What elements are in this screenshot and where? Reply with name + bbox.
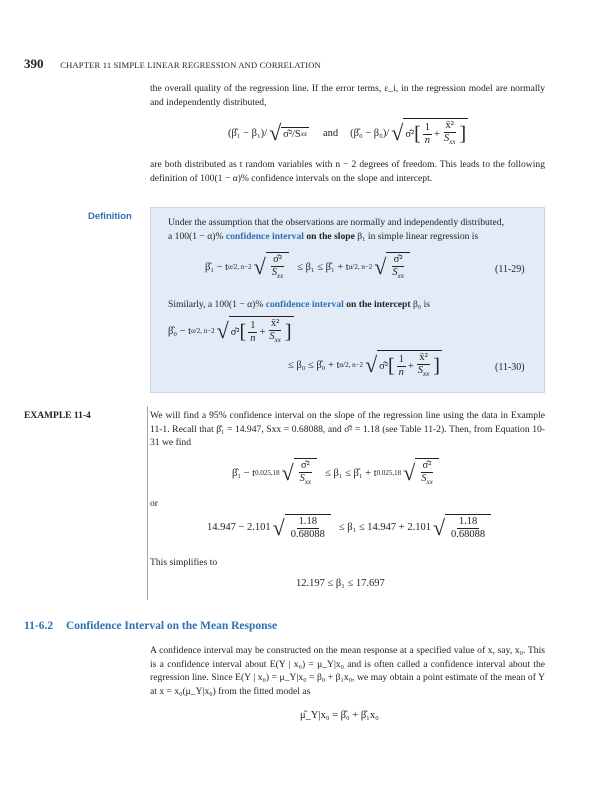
section-number: 11-6.2 <box>24 620 54 632</box>
def-eq2-sxx-sub-b: xx <box>423 370 430 379</box>
def-eq2-sxx-sub-a: xx <box>274 336 281 345</box>
ex-eq2-num-b: 1.18 <box>458 516 478 527</box>
eq-t-and: and <box>322 127 339 139</box>
eq-t-sxx-sub: xx <box>449 138 456 147</box>
ex-eq1-sqrt-b: √ $\frac{\text{σ̂²}}{S_{xx}}$ <box>403 458 439 488</box>
eq-t-sqrt-left: √ σ̂²/S xx <box>269 120 307 146</box>
def-eq2-one-b: 1 <box>398 353 404 365</box>
definition-label: Definition <box>88 211 132 222</box>
ex-eq1-mid: ≤ β₁ ≤ β̂₁ + t <box>325 467 377 479</box>
slope-ci-equation <box>205 252 412 282</box>
def-eq1-mid: ≤ β₁ ≤ β̂₁ + t <box>297 261 349 273</box>
def-eq2-sqrt-a: √ σ̂² [ $\frac{1}{n}$ + $\frac{\text{x̄²}}{S_{xx}}$ ] <box>216 318 292 345</box>
page-header <box>24 56 321 72</box>
definition-line-1: Under the assumption that the observations are normally and independently distributed, <box>168 217 504 228</box>
ex-eq1-left: β̂₁ − t <box>232 467 256 479</box>
def-eq2-left: β̂₀ − t <box>168 325 192 337</box>
def-line2-ci: confidence interval <box>225 231 304 242</box>
ex-eq1-sigma2-a: σ̂² <box>301 460 310 471</box>
example-label: EXAMPLE 11-4 <box>24 411 91 421</box>
def-eq2-n-b: n <box>398 366 404 378</box>
def-line3-pre: Similarly, a 100(1 − α)% <box>168 299 264 310</box>
definition-line-2 <box>168 230 538 244</box>
ex-eq2-den-b: 0.68088 <box>451 529 486 540</box>
def-eq2-sigma2-b: σ̂² <box>379 360 388 372</box>
ex-eq1-sxx-a: S <box>299 473 305 484</box>
def-eq2-sxx-a: S <box>269 331 275 342</box>
example-equation-1 <box>232 458 441 488</box>
def-eq2-sqrt-b: √ σ̂² [ $\frac{1}{n}$ + $\frac{\text{x̄²}}{S_{xx}}$ ] <box>365 352 440 379</box>
example-rule <box>147 406 148 600</box>
ex-eq2-num-a: 1.18 <box>298 516 317 527</box>
ex-eq1-tsub-b: 0.025,18 <box>376 469 402 478</box>
example-equation-2 <box>207 514 493 541</box>
ex-eq2-sqrt-b: √ $\frac{1.18}{0.68088}$ <box>433 514 491 541</box>
example-text: We will find a 95% confidence interval on the slope of the regression line using the data in Example 11-1. Recall that β̂₁ = 14.947, Sxx = 0.68088, and σ̂² = 1.18 (see Table 11-2). Then, from Equation 10-31 we find <box>150 410 545 448</box>
ex-eq1-sqrt-a: √ $\frac{\text{σ̂²}}{S_{xx}}$ <box>282 458 318 488</box>
eq-t-left-b: σ̂²/S <box>283 128 301 140</box>
def-eq1-sxx-sub-a: xx <box>276 272 284 281</box>
example-simplifies: This simplifies to <box>150 557 218 568</box>
ex-eq1-sxx-b: S <box>421 473 427 484</box>
ex-eq1-sxx-sub-a: xx <box>304 478 312 487</box>
eq-t-sxx: S <box>443 133 450 144</box>
def-eq2-xbar2-a: x̄² <box>270 318 280 329</box>
def-eq2-sigma2-a: σ̂² <box>230 326 240 338</box>
def-eq2-plus-b: + <box>407 360 414 372</box>
example-result: 12.197 ≤ β₁ ≤ 17.697 <box>296 578 385 589</box>
eq-t-xbar2: x̄² <box>445 120 454 131</box>
equation-number-11-29: (11-29) <box>495 264 525 275</box>
def-eq2-n-a: n <box>250 332 256 344</box>
def-eq1-left: β̂₁ − t <box>205 261 229 273</box>
eq-t-sqrt-right: √ σ̂² [ $\frac{1}{n}$ + $\frac{\text{x̄²}}{S_{xx}}$ ] <box>391 120 467 147</box>
chapter-title: CHAPTER 11 SIMPLE LINEAR REGRESSION AND CORRELATION <box>60 60 321 70</box>
t-distribution-equation <box>228 118 470 148</box>
eq-t-frac-1n <box>423 122 432 147</box>
definition-line-3 <box>168 298 538 312</box>
mean-response-paragraph: A confidence interval may be constructed on the mean response at a specified value of x, say, x₀. This is a confidence interval about E(Y | x₀) = μ_Y|x₀ and is often called a confidence interval about the regression line. Since E(Y | x₀) = μ_Y|x₀ = β₀ + β₁x₀, we may obtain a point estimate of the mean of Y at x = x₀(μ_Y|x₀) from the fitted model as <box>150 645 545 697</box>
def-eq1-tsub-b: α/2, n−2 <box>348 263 373 272</box>
def-eq2-tsub-b: α/2, n−2 <box>339 361 364 370</box>
ex-eq1-tsub-a: 0.025,18 <box>255 469 280 478</box>
def-eq1-sxx-a: S <box>271 267 277 278</box>
ex-eq1-sxx-sub-b: xx <box>426 478 433 487</box>
def-line2-post: β₁ in simple linear regression is <box>357 231 479 242</box>
ex-eq2-mid: ≤ β₁ ≤ 14.947 + 2.101 <box>338 522 431 533</box>
intro-paragraph: the overall quality of the regression line. If the error terms, ε_i, in the regression model are normally and independently distributed, <box>150 83 545 108</box>
def-eq1-sigma2-b: σ̂² <box>393 254 403 265</box>
eq-t-plus: + <box>434 128 440 140</box>
section-heading <box>24 620 277 632</box>
def-line3-ci: confidence interval <box>265 299 344 310</box>
def-eq1-sqrt-b: √ $\frac{\text{σ̂²}}{S_{xx}}$ <box>374 252 410 282</box>
ex-eq1-sigma2-b: σ̂² <box>422 460 432 471</box>
eq-t-right-a: (β̂₀ − β₀)/ <box>350 127 390 139</box>
mean-response-equation: μ̂_Y|x₀ = β̂₀ + β̂₁x₀ <box>300 710 379 721</box>
eq-t-left-b-sub: xx <box>300 130 307 139</box>
eq-t-left-a: (β̂₁ − β₁)/ <box>228 127 268 139</box>
equation-number-11-30: (11-30) <box>495 362 525 373</box>
ex-eq2-sqrt-a: √ $\frac{1.18}{0.68088}$ <box>273 514 331 541</box>
section-title: Confidence Interval on the Mean Response <box>65 620 278 632</box>
def-eq2-sxx-b: S <box>417 365 424 376</box>
def-eq1-sigma2-a: σ̂² <box>273 254 282 265</box>
ex-eq2-left: 14.947 − 2.101 <box>207 522 271 533</box>
def-line3-post: β₀ is <box>412 299 430 310</box>
example-or: or <box>150 498 158 509</box>
def-line2-pre: a 100(1 − α)% <box>168 231 224 242</box>
def-eq2-plus-a: + <box>259 326 266 338</box>
ex-eq2-den-a: 0.68088 <box>290 529 325 540</box>
def-eq2-mid: ≤ β₀ ≤ β̂₀ + t <box>288 359 340 371</box>
def-eq1-sxx-sub-b: xx <box>397 272 404 281</box>
def-eq1-sqrt-a: √ $\frac{\text{σ̂²}}{S_{xx}}$ <box>254 252 290 282</box>
after-eq-paragraph: are both distributed as t random variables with n − 2 degrees of freedom. This leads to the following definition of 100(1 − α)% confidence intervals on the slope and intercept. <box>150 159 545 184</box>
eq-t-n: n <box>424 134 431 146</box>
intercept-ci-equation-part-2 <box>288 350 444 380</box>
def-eq2-xbar2-b: x̄² <box>419 352 428 363</box>
def-eq1-sxx-b: S <box>392 267 398 278</box>
intercept-ci-equation-part-1 <box>168 316 296 346</box>
eq-t-frac-xbar <box>442 120 457 148</box>
def-eq2-tsub-a: α/2, n−2 <box>191 327 215 336</box>
def-eq1-tsub-a: α/2, n−2 <box>228 263 252 272</box>
eq-t-sigma2: σ̂² <box>405 128 415 140</box>
eq-t-one: 1 <box>424 121 431 133</box>
def-line2-slope: on the slope <box>306 231 355 242</box>
page-number: 390 <box>24 56 44 71</box>
def-eq2-one-a: 1 <box>250 319 256 331</box>
def-line3-intercept: on the intercept <box>346 299 411 310</box>
